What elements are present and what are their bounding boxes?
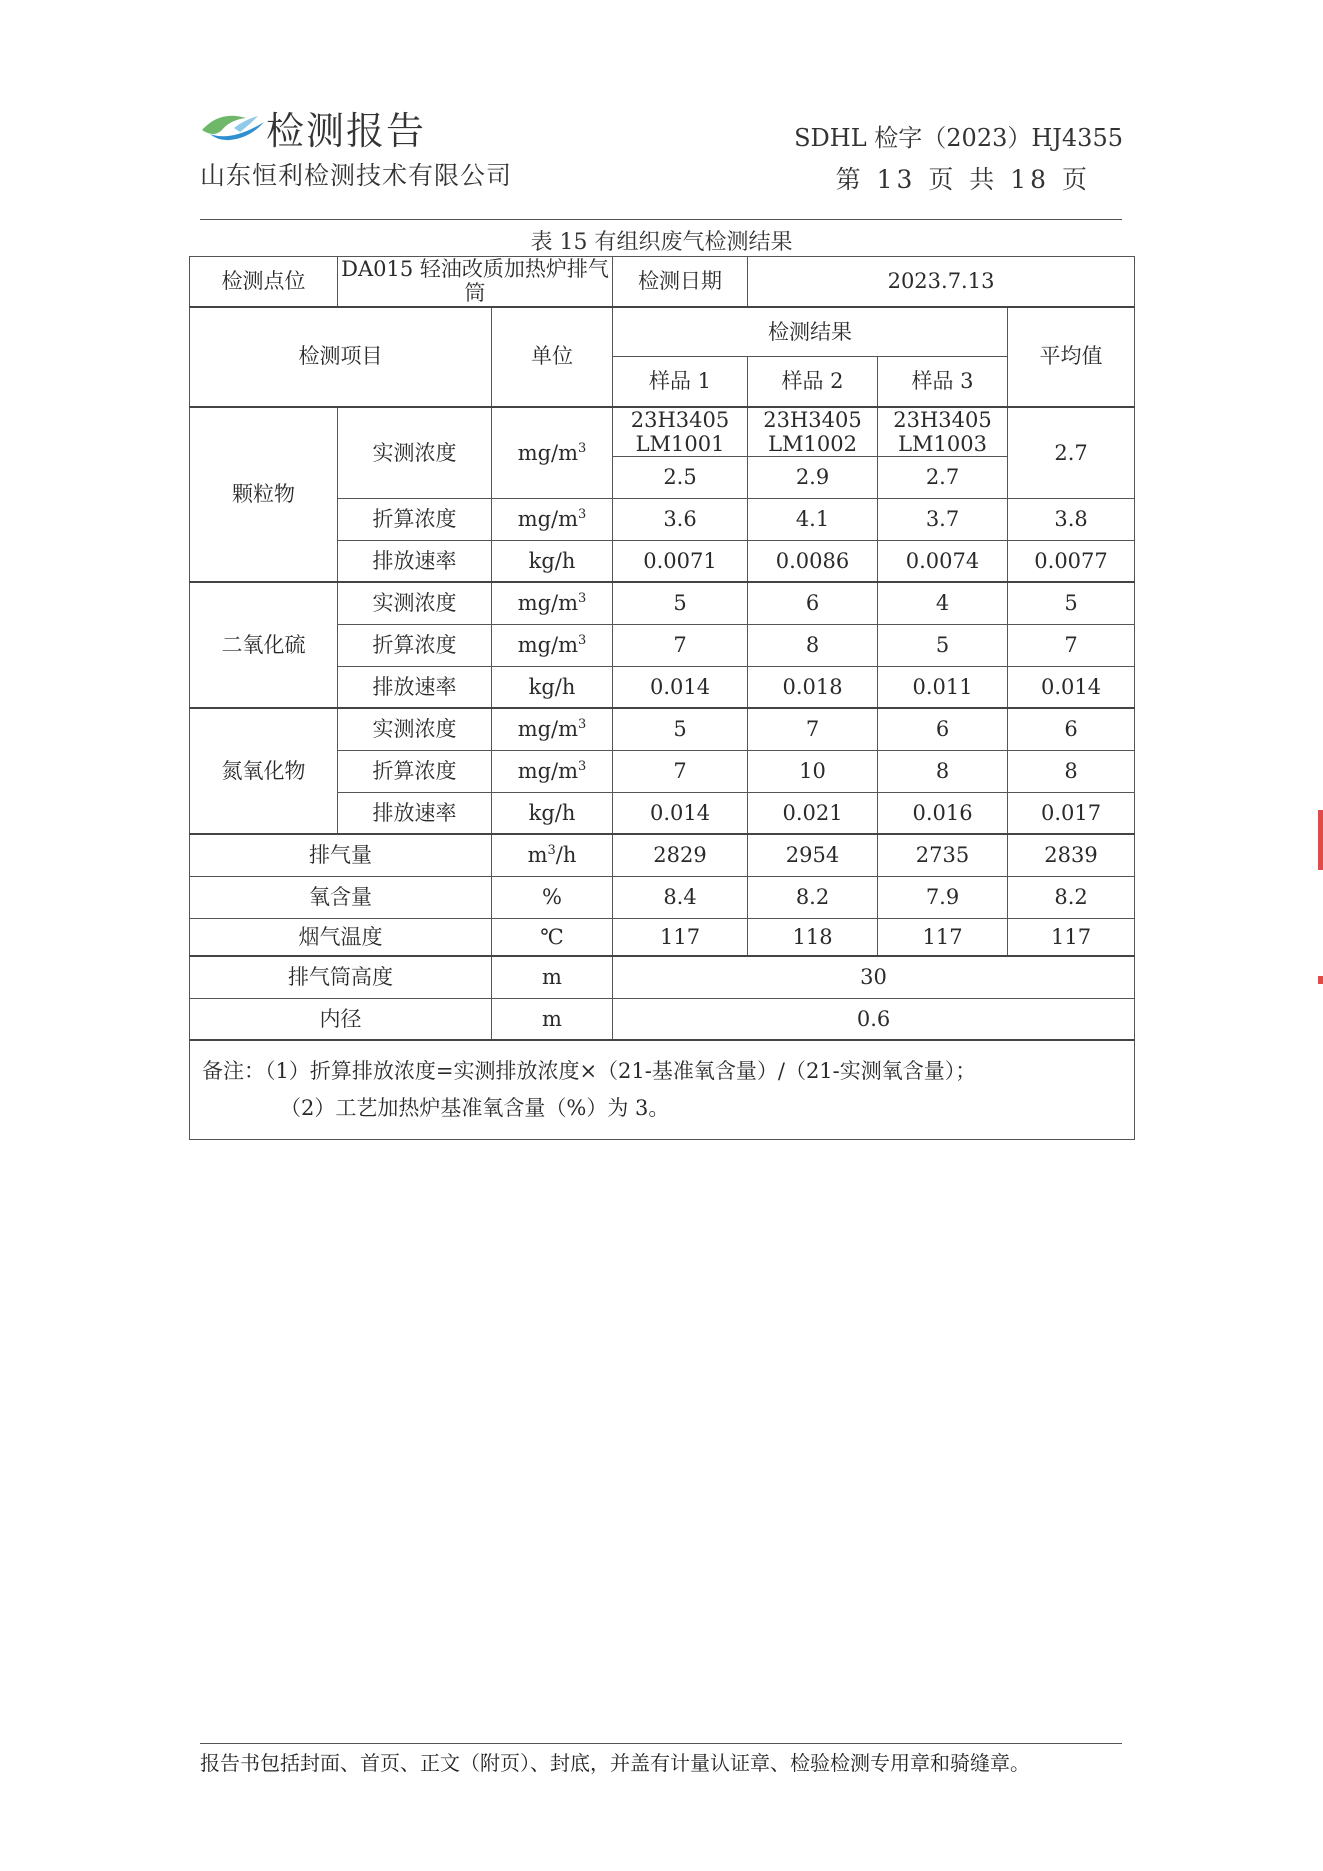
item-name: 氧含量 [190,876,492,918]
sample-id-line1: 23H3405 [893,407,992,432]
result-value: 4.1 [748,498,878,540]
unit-superscript: 3 [578,759,587,775]
result-table [189,256,1135,1140]
unit-cell [492,407,613,499]
avg-value: 0.014 [1008,666,1135,708]
result-value: 0.014 [613,792,748,834]
sub-item: 排放速率 [338,540,492,582]
result-value: 2829 [613,834,748,876]
avg-value: 117 [1008,918,1135,956]
result-value: 7 [613,750,748,792]
remark-cell [190,1040,1135,1139]
unit-superscript: 3 [578,440,587,456]
data-row [190,834,1135,876]
sub-item: 排放速率 [338,666,492,708]
unit-cell [492,498,613,540]
result-value: 2954 [748,834,878,876]
unit-cell: m [492,956,613,998]
span-value: 0.6 [613,998,1135,1040]
unit-cell [492,918,613,956]
remark-row [190,1040,1135,1139]
unit-text: m [527,843,548,868]
item-name: 排气筒高度 [190,956,492,998]
header-divider [200,219,1122,220]
unit-superscript: 3 [578,591,587,607]
seam-stamp-mark [1318,976,1323,984]
avg-value: 3.8 [1008,498,1135,540]
result-value: 7.9 [878,876,1008,918]
unit-text: mg/m [517,507,579,532]
seam-stamp-mark [1318,810,1323,870]
unit-cell [492,792,613,834]
sub-item: 折算浓度 [338,498,492,540]
result-value: 8.2 [748,876,878,918]
avg-value: 2.7 [1008,407,1135,499]
result-value: 8 [878,750,1008,792]
unit-text: /h [555,843,577,868]
sub-item: 实测浓度 [338,407,492,499]
col-unit-header: 单位 [492,307,613,407]
col-item-header: 检测项目 [190,307,492,407]
unit-cell: m [492,998,613,1040]
group-name: 颗粒物 [190,407,338,583]
result-value: 0.021 [748,792,878,834]
result-value: 3.6 [613,498,748,540]
item-name: 烟气温度 [190,918,492,956]
result-value: 2.5 [613,456,748,498]
unit-cell [492,540,613,582]
avg-value: 6 [1008,708,1135,750]
unit-cell [492,582,613,624]
sample-id-line1: 23H3405 [630,407,730,432]
remark-text: （1）折算排放浓度=实测排放浓度×（21-基准氧含量）/（21-实测氧含量）； [265,1059,977,1084]
result-value: 0.011 [878,666,1008,708]
table-caption: 表 15 有组织废气检测结果 [530,230,793,255]
result-value: 10 [748,750,878,792]
result-value: 5 [613,708,748,750]
sample-header: 样品 1 [613,357,748,407]
result-value: 0.018 [748,666,878,708]
unit-cell [492,750,613,792]
remark-line [202,1053,1122,1090]
result-value: 5 [878,624,1008,666]
report-header [0,0,1323,230]
header-row-1 [190,307,1135,357]
result-value: 2.9 [748,456,878,498]
sub-item: 折算浓度 [338,624,492,666]
unit-text: kg/h [528,674,576,699]
result-value: 8.4 [613,876,748,918]
result-value: 2.7 [878,456,1008,498]
unit-text: kg/h [528,800,576,825]
unit-text: kg/h [528,548,576,573]
sub-item: 折算浓度 [338,750,492,792]
unit-superscript: 3 [547,843,556,859]
unit-superscript: 3 [578,633,587,649]
remark-text: （2）工艺加热炉基准氧含量（%）为 3。 [280,1096,670,1121]
span-value: 30 [613,956,1135,998]
unit-text: mg/m [517,591,579,616]
avg-value: 2839 [1008,834,1135,876]
sample-id [613,407,748,457]
avg-value: 5 [1008,582,1135,624]
result-value: 3.7 [878,498,1008,540]
company-logo-icon [200,108,266,144]
result-value: 117 [878,918,1008,956]
group-name: 氮氧化物 [190,708,338,834]
unit-text: mg/m [517,440,579,465]
footer-note: 报告书包括封面、首页、正文（附页）、封底，并盖有计量认证章、检验检测专用章和骑缝章。 [200,1751,1030,1775]
unit-cell [492,708,613,750]
sample-id-line2: LM1003 [898,431,987,456]
result-value: 117 [613,918,748,956]
item-name: 内径 [190,998,492,1040]
item-name: 排气量 [190,834,492,876]
report-number: SDHL 检字（2023）HJ4355 [794,124,1123,152]
data-row [190,582,1135,624]
sample-id [878,407,1008,457]
unit-cell [492,666,613,708]
result-value: 6 [878,708,1008,750]
unit-cell [492,876,613,918]
sample-id-line1: 23H3405 [763,407,862,432]
result-value: 0.0086 [748,540,878,582]
result-value: 6 [748,582,878,624]
sub-item: 实测浓度 [338,582,492,624]
date-label: 检测日期 [613,257,748,307]
footer-divider [200,1743,1122,1744]
data-row [190,918,1135,956]
result-value: 7 [748,708,878,750]
date-value: 2023.7.13 [748,257,1135,307]
company-name: 山东恒利检测技术有限公司 [200,161,513,190]
sample-header: 样品 3 [878,357,1008,407]
data-row [190,407,1135,457]
unit-cell [492,624,613,666]
result-value: 7 [613,624,748,666]
result-value: 8 [748,624,878,666]
unit-text: % [542,885,562,910]
unit-superscript: 3 [578,717,587,733]
remark-label: 备注： [202,1059,265,1084]
data-row [190,998,1135,1040]
avg-value: 7 [1008,624,1135,666]
sample-id-line2: LM1002 [768,431,857,456]
page-info: 第 13 页 共 18 页 [835,165,1091,194]
avg-value: 0.017 [1008,792,1135,834]
data-row [190,876,1135,918]
sample-id-line2: LM1001 [635,431,725,456]
result-value: 0.016 [878,792,1008,834]
sub-item: 实测浓度 [338,708,492,750]
sample-header: 样品 2 [748,357,878,407]
result-value: 2735 [878,834,1008,876]
result-value: 5 [613,582,748,624]
result-value: 4 [878,582,1008,624]
info-row [190,257,1135,307]
unit-superscript: 3 [578,507,587,523]
group-name: 二氧化硫 [190,582,338,708]
data-row [190,708,1135,750]
data-row [190,956,1135,998]
remark-line [202,1090,1122,1127]
report-title: 检测报告 [266,109,427,153]
avg-value: 8 [1008,750,1135,792]
unit-text: mg/m [517,759,579,784]
unit-text: mg/m [517,633,579,658]
result-value: 0.014 [613,666,748,708]
avg-value: 8.2 [1008,876,1135,918]
unit-text: ℃ [540,924,564,949]
unit-text: mg/m [517,717,579,742]
result-value: 0.0071 [613,540,748,582]
sub-item: 排放速率 [338,792,492,834]
sample-id [748,407,878,457]
result-value: 0.0074 [878,540,1008,582]
unit-cell [492,834,613,876]
location-label: 检测点位 [190,257,338,307]
location-value: DA015 轻油改质加热炉排气筒 [338,257,613,307]
avg-value: 0.0077 [1008,540,1135,582]
col-results-header: 检测结果 [613,307,1008,357]
result-value: 118 [748,918,878,956]
col-avg-header: 平均值 [1008,307,1135,407]
